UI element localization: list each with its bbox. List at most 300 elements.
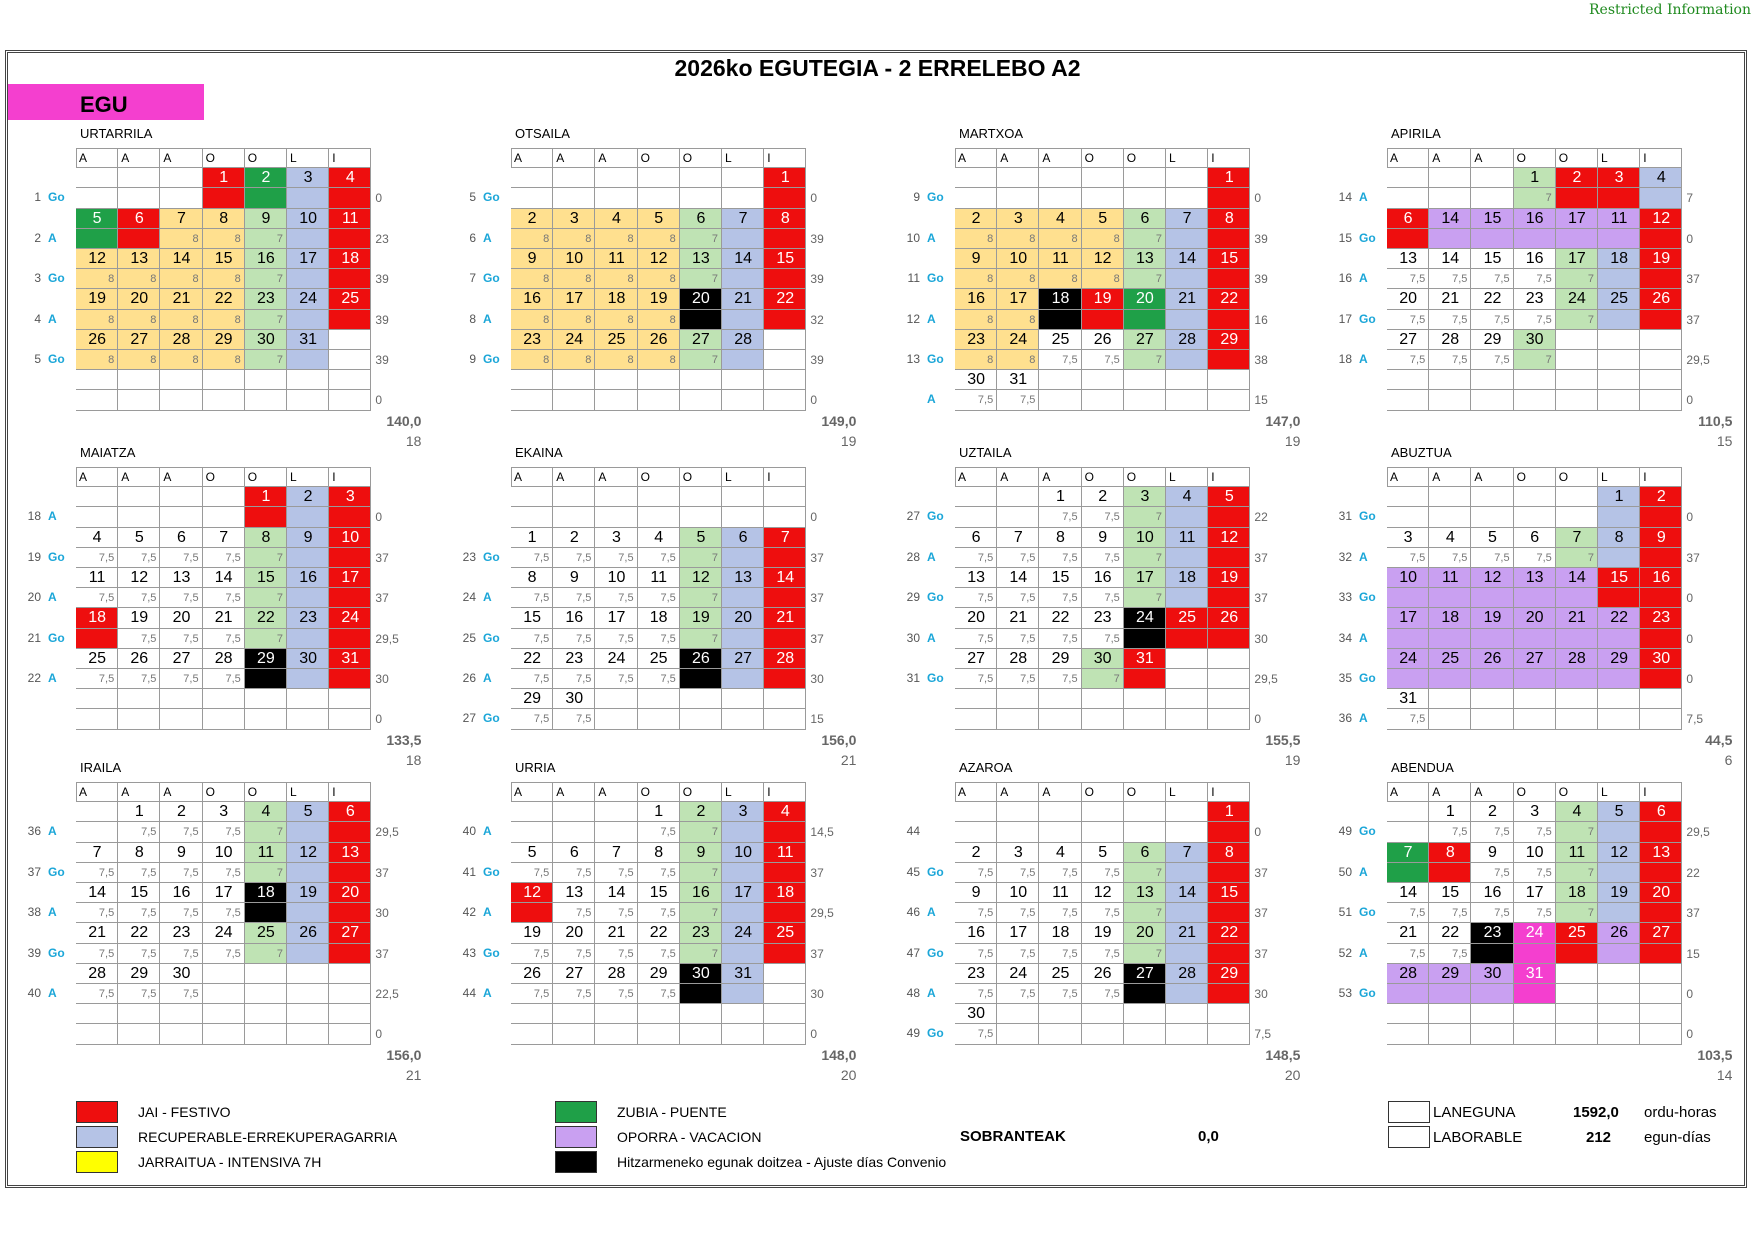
hours-cell — [1640, 709, 1682, 729]
hours-cell — [1598, 588, 1640, 608]
hours-cell — [1640, 822, 1682, 842]
hours-cell — [1166, 629, 1208, 649]
week-sum: 29,5 — [1254, 672, 1278, 686]
day-number: 10 — [1135, 528, 1154, 546]
hours-cell — [287, 188, 329, 208]
hours-cell — [1124, 390, 1166, 410]
day-cell — [1514, 487, 1556, 507]
hours-value: 7,5 — [576, 673, 592, 685]
day-number: 19 — [523, 924, 541, 942]
day-number: 29 — [1610, 649, 1628, 667]
day-number: 19 — [1220, 569, 1239, 586]
day-cell — [1429, 689, 1471, 709]
hours-value: 7,5 — [576, 947, 592, 960]
day-cell — [955, 487, 997, 507]
day-cell — [1039, 1004, 1081, 1024]
week-number: 30 — [906, 630, 920, 645]
day-number: 5 — [1614, 803, 1624, 821]
week-sum: 0 — [1686, 231, 1694, 246]
day-number: 31 — [1009, 371, 1028, 389]
day-number: 23 — [1483, 924, 1502, 942]
day-number: 25 — [776, 924, 795, 942]
hours-cell — [1598, 944, 1640, 964]
shift-type: Go — [927, 945, 944, 960]
hours-value: 7,5 — [533, 551, 550, 564]
week-sum: 29,5 — [810, 906, 834, 921]
hours-cell — [1429, 507, 1471, 527]
week-number: 43 — [462, 945, 476, 960]
month-working-days: 19 — [1284, 432, 1301, 449]
hours-value: 8 — [108, 313, 115, 326]
day-number: 9 — [177, 843, 186, 861]
day-number: 21 — [1399, 924, 1417, 942]
weekday-header: O — [1126, 470, 1137, 484]
shift-type: Go — [927, 590, 944, 605]
week-sum: 37 — [375, 946, 389, 961]
day-number: 16 — [565, 609, 584, 627]
day-cell — [1387, 370, 1429, 390]
hours-value: 7,5 — [1494, 354, 1510, 366]
hours-cell — [1640, 629, 1682, 649]
day-cell — [1429, 487, 1471, 507]
day-cell — [680, 689, 722, 709]
weekday-header: I — [1211, 151, 1215, 165]
day-cell — [1514, 370, 1556, 390]
hours-cell — [1556, 669, 1598, 689]
hours-cell — [1598, 1024, 1640, 1044]
day-number: 17 — [1567, 250, 1586, 267]
week-sum: 22 — [1254, 510, 1268, 525]
day-cell — [997, 487, 1039, 507]
day-cell — [1556, 487, 1598, 507]
hours-cell — [1640, 507, 1682, 527]
hours-cell — [1082, 310, 1124, 330]
hours-value: 7,5 — [533, 866, 550, 879]
week-number: 25 — [462, 630, 476, 645]
hours-cell — [1208, 709, 1250, 729]
hours-cell — [1166, 903, 1208, 923]
day-number: 8 — [527, 569, 537, 586]
day-cell — [764, 370, 806, 390]
shift-type: A — [1359, 190, 1368, 205]
hours-value: 7,5 — [225, 826, 241, 839]
day-number: 5 — [1098, 843, 1108, 861]
legend-swatch-convenio — [555, 1151, 597, 1173]
days-unit: egun-días — [1644, 1129, 1711, 1146]
hours-value: 7,5 — [1452, 273, 1468, 286]
hours-cell — [553, 822, 595, 842]
hours-value: 7,5 — [533, 592, 550, 605]
hours-value: 7 — [1155, 511, 1162, 524]
hours-cell — [287, 903, 329, 923]
days-total: 212 — [1586, 1129, 1612, 1146]
day-number: 18 — [776, 884, 795, 901]
day-number: 21 — [214, 609, 233, 627]
hours-cell — [1082, 1024, 1124, 1044]
hours-cell — [1598, 390, 1640, 410]
day-cell — [1208, 370, 1250, 390]
hours-cell — [1166, 229, 1208, 249]
day-cell — [76, 168, 118, 188]
day-number: 16 — [691, 884, 710, 901]
hours-value: 7,5 — [1062, 988, 1078, 1000]
weekday-header: A — [1000, 151, 1009, 165]
hours-value: 7 — [711, 232, 718, 245]
day-cell — [680, 370, 722, 390]
day-cell — [1556, 689, 1598, 709]
hours-value: 7,5 — [1020, 988, 1036, 1000]
shift-type: A — [483, 986, 492, 1000]
hours-value: 7,5 — [1020, 551, 1036, 564]
hours-cell — [1640, 588, 1682, 608]
weekday-header: A — [1042, 470, 1051, 484]
hours-cell — [329, 588, 371, 608]
week-number: 41 — [462, 864, 476, 879]
hours-cell — [1039, 310, 1081, 330]
day-cell — [955, 802, 997, 822]
day-number: 14 — [172, 250, 191, 267]
day-number: 22 — [256, 609, 275, 627]
shift-type: Go — [927, 352, 944, 366]
hours-cell — [764, 863, 806, 883]
weekday-header: A — [163, 151, 172, 165]
day-number: 16 — [299, 569, 317, 586]
week-number: 47 — [906, 945, 920, 960]
week-number: 32 — [1338, 549, 1352, 564]
hours-value: 8 — [150, 273, 157, 286]
hours-cell — [329, 310, 371, 330]
month-name: MARTXOA — [959, 126, 1024, 141]
hours-cell — [245, 1024, 287, 1044]
hours-value: 7,5 — [225, 551, 241, 564]
hours-cell — [764, 669, 806, 689]
day-number: 27 — [565, 964, 584, 982]
week-sum: 30 — [1254, 987, 1268, 1001]
weekday-header: A — [598, 470, 607, 484]
day-number: 17 — [299, 250, 317, 267]
hours-cell — [287, 709, 329, 729]
week-sum: 15 — [810, 712, 824, 727]
day-cell — [764, 689, 806, 709]
day-number: 25 — [1051, 330, 1070, 348]
hours-cell — [245, 188, 287, 208]
hours-value: 7,5 — [660, 826, 676, 839]
day-cell — [553, 802, 595, 822]
day-number: 22 — [130, 924, 149, 942]
hours-cell — [722, 390, 764, 410]
day-cell — [997, 1004, 1039, 1024]
week-sum: 23 — [375, 231, 389, 246]
hours-value: 7,5 — [1104, 511, 1120, 524]
day-number: 20 — [1135, 924, 1154, 942]
day-number: 20 — [130, 290, 149, 308]
hours-value: 7,5 — [1452, 551, 1468, 564]
day-cell — [638, 1004, 680, 1024]
weekday-header: L — [1601, 785, 1608, 799]
day-number: 14 — [776, 569, 795, 586]
day-number: 8 — [134, 843, 144, 861]
hours-value: 7 — [276, 866, 283, 879]
legend-swatch-vacacion — [555, 1126, 597, 1148]
week-number: 44 — [906, 824, 920, 839]
day-cell — [1640, 330, 1682, 350]
day-number: 13 — [1525, 569, 1544, 586]
hours-value: 8 — [669, 273, 676, 286]
hours-cell — [329, 229, 371, 249]
day-number: 12 — [1483, 569, 1502, 586]
hours-value: 8 — [543, 232, 550, 245]
day-number: 6 — [1656, 803, 1666, 821]
week-number: 38 — [27, 905, 41, 920]
weekday-header: I — [1643, 151, 1647, 165]
day-number: 23 — [172, 924, 191, 942]
day-number: 5 — [654, 209, 664, 227]
hours-cell — [118, 188, 160, 208]
day-number: 23 — [967, 964, 985, 982]
hours-cell — [1514, 984, 1556, 1004]
day-number: 28 — [1009, 649, 1028, 667]
week-number: 3 — [34, 271, 41, 286]
hours-cell — [1556, 229, 1598, 249]
weekday-header: A — [79, 785, 88, 799]
shift-type: A — [1359, 352, 1368, 366]
week-number: 40 — [27, 986, 41, 1000]
day-number: 26 — [1610, 924, 1628, 942]
hours-value: 7,5 — [141, 947, 157, 960]
month-working-days: 20 — [840, 1066, 857, 1083]
hours-cell — [287, 350, 329, 370]
day-number: 19 — [649, 290, 668, 308]
weekday-header: L — [725, 470, 732, 484]
hours-value: 7,5 — [1494, 273, 1510, 286]
week-number: 33 — [1338, 590, 1352, 605]
hours-value: 7,5 — [141, 866, 157, 879]
hours-value: 7 — [1155, 232, 1162, 245]
week-sum: 37 — [1254, 946, 1268, 961]
hours-value: 7,5 — [225, 866, 241, 879]
day-number: 29 — [130, 964, 149, 982]
day-number: 28 — [734, 330, 752, 348]
shift-type: A — [48, 509, 57, 524]
day-number: 6 — [1140, 843, 1150, 861]
weekday-header: A — [1042, 151, 1051, 165]
day-number: 13 — [130, 250, 149, 267]
weekday-header: I — [1211, 470, 1215, 484]
day-number: 10 — [734, 843, 752, 861]
day-number: 12 — [130, 569, 149, 586]
day-number: 21 — [172, 290, 191, 308]
hours-value: 8 — [1029, 232, 1036, 245]
week-sum: 0 — [375, 1027, 383, 1042]
week-sum: 29,5 — [375, 825, 399, 840]
day-number: 28 — [1441, 330, 1460, 348]
day-number: 6 — [696, 209, 706, 227]
hours-cell — [1471, 1024, 1513, 1044]
hours-value: 7,5 — [660, 947, 676, 960]
weekday-header: O — [1126, 785, 1137, 799]
day-number: 23 — [523, 330, 541, 348]
month-total-hours: 156,0 — [821, 731, 857, 748]
day-number: 31 — [1399, 690, 1417, 708]
hours-cell — [76, 390, 118, 410]
week-sum: 39 — [810, 231, 824, 246]
hours-cell — [118, 709, 160, 729]
shift-type: A — [927, 986, 936, 1000]
day-cell — [1166, 689, 1208, 709]
week-number: 24 — [462, 590, 476, 605]
week-sum: 38 — [1254, 353, 1268, 367]
month-total-hours: 148,5 — [1265, 1046, 1301, 1063]
day-cell — [118, 487, 160, 507]
hours-cell — [764, 390, 806, 410]
shift-type: A — [483, 824, 492, 839]
hours-cell — [287, 629, 329, 649]
hours-cell — [1640, 350, 1682, 370]
week-sum: 0 — [1686, 987, 1694, 1001]
hours-cell — [1598, 709, 1640, 729]
hours-value: 7,5 — [225, 907, 241, 920]
shift-type: Go — [483, 864, 500, 879]
day-number: 20 — [1652, 884, 1671, 901]
hours-value: 8 — [234, 232, 241, 245]
day-number: 11 — [1568, 843, 1586, 861]
day-number: 17 — [1399, 609, 1417, 627]
day-cell — [997, 802, 1039, 822]
hours-cell — [1082, 709, 1124, 729]
week-sum: 29,5 — [1686, 825, 1710, 840]
week-number: 35 — [1338, 671, 1352, 685]
hours-value: 8 — [543, 273, 550, 286]
hours-cell — [1208, 350, 1250, 370]
month-total-hours: 148,0 — [821, 1046, 857, 1063]
hours-cell — [1166, 863, 1208, 883]
hours-cell — [764, 507, 806, 527]
month-total-hours: 133,5 — [386, 731, 422, 748]
week-number: 23 — [462, 549, 476, 564]
day-cell — [76, 370, 118, 390]
week-number: 49 — [906, 1026, 920, 1041]
weekday-header: I — [332, 785, 336, 799]
day-number: 4 — [1182, 488, 1192, 506]
day-number: 20 — [734, 609, 752, 627]
hours-value: 8 — [669, 313, 676, 326]
week-sum: 37 — [1686, 312, 1700, 327]
day-number: 16 — [172, 884, 191, 901]
day-cell — [595, 802, 637, 822]
day-number: 30 — [172, 964, 191, 982]
hours-cell — [1598, 188, 1640, 208]
hours-cell — [764, 1024, 806, 1044]
week-number: 44 — [462, 986, 476, 1000]
laneguna-box — [1388, 1101, 1430, 1123]
shift-type: Go — [927, 190, 944, 205]
hours-cell — [1514, 709, 1556, 729]
hours-value: 7 — [711, 866, 718, 879]
egu-badge-label: EGU — [80, 92, 128, 117]
hours-value: 7,5 — [1452, 947, 1468, 960]
day-number: 2 — [527, 209, 537, 227]
day-number: 25 — [1178, 609, 1196, 627]
day-number: 23 — [256, 290, 275, 308]
hours-cell — [1429, 1024, 1471, 1044]
day-number: 17 — [607, 609, 626, 627]
day-cell — [1082, 168, 1124, 188]
day-number: 7 — [1403, 843, 1413, 861]
day-number: 6 — [1140, 209, 1150, 227]
week-number: 11 — [907, 271, 920, 286]
hours-cell — [595, 1024, 637, 1044]
hours-cell — [1556, 944, 1598, 964]
hours-cell — [329, 269, 371, 289]
week-number: 2 — [34, 230, 41, 245]
day-number: 12 — [1220, 528, 1239, 546]
hours-value: 7 — [1155, 907, 1162, 920]
day-number: 13 — [1135, 884, 1154, 901]
hours-cell — [160, 709, 202, 729]
hours-value: 7,5 — [1494, 313, 1510, 326]
day-cell — [1387, 802, 1429, 822]
hours-value: 8 — [108, 354, 115, 366]
hours-cell — [1208, 944, 1250, 964]
day-cell — [680, 1004, 722, 1024]
week-number: 22 — [27, 671, 41, 685]
hours-value: 7,5 — [576, 632, 592, 645]
day-cell — [329, 330, 371, 350]
day-number: 3 — [219, 803, 229, 821]
month-total-hours: 147,0 — [1265, 412, 1301, 429]
day-number: 2 — [1098, 488, 1108, 506]
week-sum: 37 — [1686, 272, 1700, 287]
hours-value: 7 — [711, 592, 718, 605]
hours-cell — [722, 709, 764, 729]
day-number: 1 — [527, 528, 537, 546]
day-number: 18 — [649, 609, 668, 627]
day-cell — [118, 1004, 160, 1024]
day-cell — [1082, 1004, 1124, 1024]
hours-cell — [553, 507, 595, 527]
hours-cell — [764, 944, 806, 964]
shift-type: Go — [48, 190, 65, 205]
week-sum: 0 — [810, 510, 818, 525]
hours-value: 8 — [669, 232, 676, 245]
hours-cell — [764, 548, 806, 568]
hours-cell — [1124, 709, 1166, 729]
day-number: 1 — [1530, 169, 1540, 187]
hours-cell — [1640, 390, 1682, 410]
week-sum: 37 — [810, 631, 824, 646]
hours-value: 7,5 — [1494, 826, 1510, 839]
day-number: 14 — [1399, 884, 1417, 901]
hours-cell — [638, 709, 680, 729]
weekday-header: I — [332, 470, 336, 484]
hours-cell — [722, 822, 764, 842]
day-number: 30 — [691, 964, 710, 982]
day-number: 9 — [1656, 528, 1666, 546]
day-number: 12 — [1652, 209, 1671, 227]
shift-type: A — [48, 311, 57, 326]
day-cell — [1166, 168, 1208, 188]
week-sum: 39 — [1254, 272, 1268, 287]
day-number: 15 — [1220, 884, 1239, 901]
day-number: 12 — [1093, 884, 1112, 901]
sobranteak-value: 0,0 — [1198, 1128, 1219, 1145]
hours-cell — [1640, 863, 1682, 883]
week-number: 27 — [906, 509, 920, 524]
shift-type: A — [1359, 271, 1368, 286]
hours-cell — [722, 588, 764, 608]
hours-value: 7,5 — [183, 826, 199, 839]
hours-value: 7,5 — [1536, 273, 1552, 286]
